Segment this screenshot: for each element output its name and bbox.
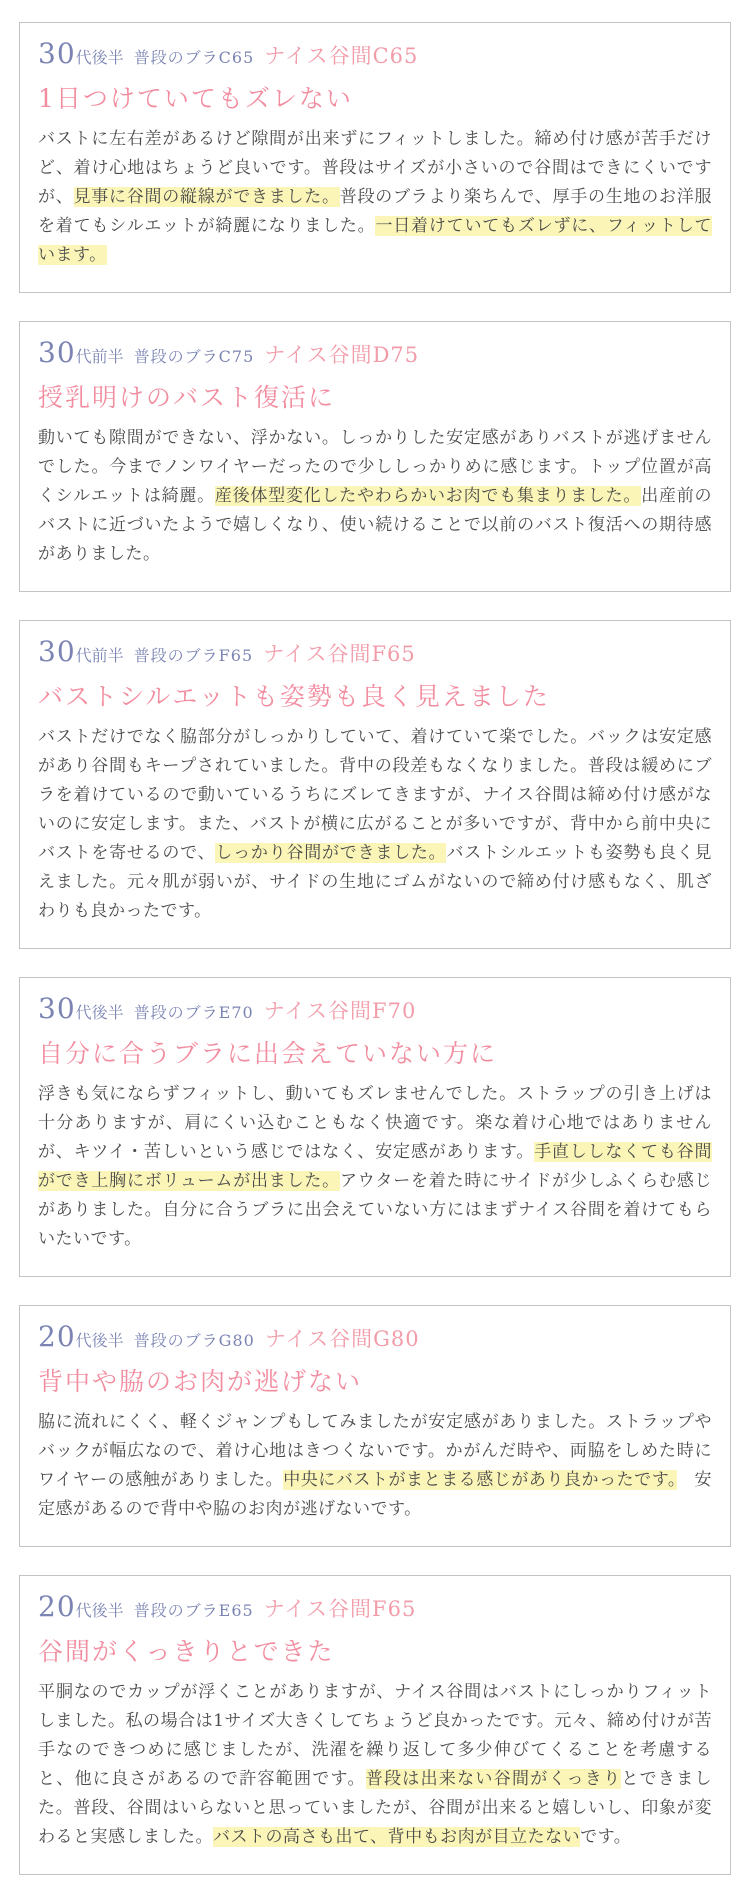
body-text: とできました。普段、谷間はいらないと思っていましたが、谷間が出来ると嬉しいし、印象が変わると実感しました。 bbox=[38, 1769, 712, 1847]
product-size: ナイス谷間F70 bbox=[263, 999, 417, 1023]
body-text: 動いても隙間ができない、浮かない。しっかりした安定感がありバストが逃げませんでした。今までノンワイヤーだったので少ししっかりめに感じます。トップ位置が高くシルエットは綺麗。 bbox=[38, 428, 712, 506]
card-header bbox=[38, 336, 712, 369]
age-suffix: 代後半 bbox=[75, 1003, 124, 1022]
review-title: 自分に合うブラに出会えていない方に bbox=[38, 1039, 498, 1068]
review-body bbox=[38, 1678, 712, 1852]
card-header bbox=[38, 992, 712, 1025]
age-number: 30 bbox=[38, 992, 76, 1025]
product-size: ナイス谷間G80 bbox=[264, 1327, 420, 1351]
review-body bbox=[38, 723, 712, 926]
body-text: 浮きも気にならずフィットし、動いてもズレませんでした。ストラップの引き上げは十分ありますが、肩にくい込むこともなく快適です。楽な着け心地ではありませんが、キツイ・苦しいという感じではなく、安定感があります。 bbox=[38, 1084, 712, 1162]
review-card bbox=[19, 977, 731, 1277]
body-text: バストだけでなく脇部分がしっかりしていて、着けていて楽でした。バックは安定感があり谷間もキープされていました。背中の段差もなくなりました。普段は緩めにブラを着けているので動いているうちにズレてきますが、ナイス谷間は締め付け感がないのに安定します。また、バストが横に広がることが多いですが、背中から前中央にバストを寄せるので、 bbox=[38, 727, 712, 863]
review-title: 背中や脇のお肉が逃げない bbox=[38, 1367, 363, 1396]
body-text: 安定感があるので背中や脇のお肉が逃げないです。 bbox=[38, 1470, 713, 1519]
body-text: です。 bbox=[580, 1827, 632, 1847]
age-suffix: 代前半 bbox=[75, 347, 124, 366]
highlighted-text: 産後体型変化したやわらかいお肉でも集まりました。 bbox=[214, 486, 642, 506]
highlighted-text: バストの高さも出て、背中もお肉が目立たない bbox=[213, 1827, 581, 1847]
review-list bbox=[19, 22, 731, 1875]
product-size: ナイス谷間D75 bbox=[264, 343, 420, 367]
usual-bra-size: 普段のブラC65 bbox=[133, 48, 255, 67]
age-suffix: 代後半 bbox=[75, 48, 124, 67]
body-text: バストに左右差があるけど隙間が出来ずにフィットしました。締め付け感が苦手だけど、着け心地はちょうど良いです。普段はサイズが小さいので谷間はできにくいですが、 bbox=[38, 129, 712, 207]
age-suffix: 代前半 bbox=[75, 646, 124, 665]
age-suffix: 代後半 bbox=[75, 1331, 124, 1350]
body-text: アウターを着た時にサイドが少しふくらむ感じがありました。自分に合うブラに出会えていない方にはまずナイス谷間を着けてもらいたいです。 bbox=[38, 1171, 712, 1249]
review-body bbox=[38, 125, 712, 270]
review-title: バストシルエットも姿勢も良く見えました bbox=[38, 682, 550, 711]
highlighted-text: 見事に谷間の縦線ができました。 bbox=[73, 187, 340, 207]
review-body bbox=[38, 424, 712, 569]
usual-bra-size: 普段のブラG80 bbox=[133, 1331, 255, 1350]
usual-bra-size: 普段のブラE70 bbox=[133, 1003, 254, 1022]
product-size: ナイス谷間F65 bbox=[263, 1597, 417, 1621]
body-text: 出産前のバストに近づいたようで嬉しくなり、使い続けることで以前のバスト復活への期待感がありました。 bbox=[38, 486, 712, 564]
card-header bbox=[38, 1320, 712, 1353]
body-text: 脇に流れにくく、軽くジャンプもしてみましたが安定感がありました。ストラップやバックが幅広なので、着け心地はきつくないです。かがんだ時や、両脇をしめた時にワイヤーの感触がありました。 bbox=[38, 1412, 712, 1490]
review-title: 授乳明けのバスト復活に bbox=[38, 383, 336, 412]
usual-bra-size: 普段のブラF65 bbox=[133, 646, 254, 665]
body-text: 普段のブラより楽ちんで、厚手の生地のお洋服を着てもシルエットが綺麗になりました。 bbox=[38, 187, 712, 236]
body-text: 平胴なのでカップが浮くことがありますが、ナイス谷間はバストにしっかりフィットしました。私の場合は1サイズ大きくしてちょうど良かったです。元々、締め付けが苦手なのできつめに感じましたが、洗濯を繰り返して多少伸びてくることを考慮すると、他に良さがあるので許容範囲です。 bbox=[38, 1682, 712, 1789]
body-text: バストシルエットも姿勢も良く見えました。元々肌が弱いが、サイドの生地にゴムがないので締め付け感もなく、肌ざわりも良かったです。 bbox=[38, 843, 712, 921]
card-header bbox=[38, 635, 712, 668]
card-header bbox=[38, 37, 712, 70]
card-header bbox=[38, 1590, 712, 1623]
highlighted-text: 中央にバストがまとまる感じがあり良かったです。 bbox=[283, 1470, 677, 1490]
review-title: 谷間がくっきりとできた bbox=[38, 1637, 335, 1666]
usual-bra-size: 普段のブラC75 bbox=[133, 347, 255, 366]
review-card bbox=[19, 1305, 731, 1547]
age-number: 30 bbox=[38, 635, 76, 668]
usual-bra-size: 普段のブラE65 bbox=[133, 1601, 254, 1620]
highlighted-text: 普段は出来ない谷間がくっきり bbox=[365, 1769, 622, 1789]
review-card bbox=[19, 22, 731, 293]
review-body bbox=[38, 1408, 712, 1524]
review-body bbox=[38, 1080, 712, 1254]
product-size: ナイス谷間C65 bbox=[264, 44, 419, 68]
age-number: 30 bbox=[38, 37, 76, 70]
review-card bbox=[19, 1575, 731, 1875]
age-number: 30 bbox=[38, 336, 76, 369]
review-title: 1日つけていてもズレない bbox=[38, 84, 353, 113]
age-suffix: 代後半 bbox=[75, 1601, 124, 1620]
highlighted-text: 一日着けていてもズレずに、フィットしています。 bbox=[38, 216, 713, 265]
highlighted-text: 手直ししなくても谷間ができ上胸にボリュームが出ました。 bbox=[38, 1142, 712, 1191]
product-size: ナイス谷間F65 bbox=[263, 642, 416, 666]
highlighted-text: しっかり谷間ができました。 bbox=[215, 843, 447, 863]
review-card bbox=[19, 321, 731, 592]
age-number: 20 bbox=[38, 1320, 76, 1353]
review-card bbox=[19, 620, 731, 949]
age-number: 20 bbox=[38, 1590, 76, 1623]
